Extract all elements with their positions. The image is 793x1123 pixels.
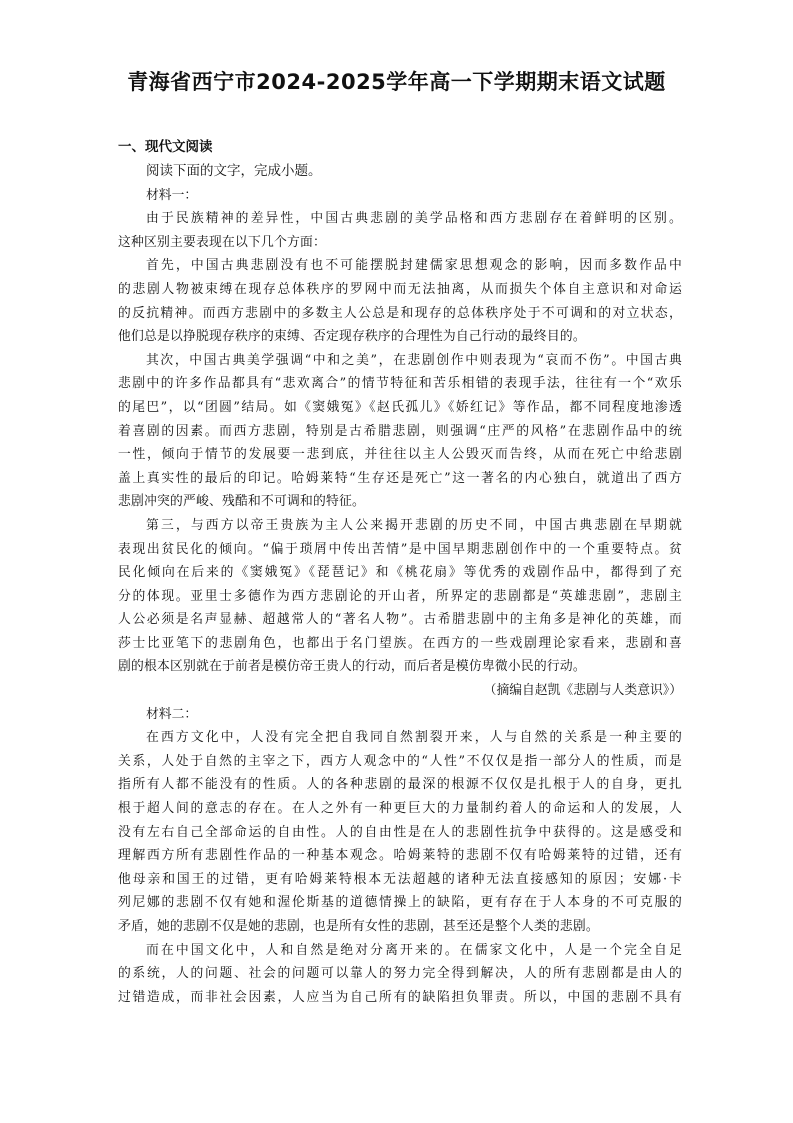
m1-line: 的尾巴”，以“团圆”结局。如《窦娥冤》《赵氏孤儿》《娇红记》等作品，都不同程度地渗透 [118,399,682,415]
m1-line: 着喜剧的因素。而西方悲剧，特别是古希腊悲剧，则强调“庄严的风格”在悲剧作品中的统 [118,423,682,439]
m1-line: 盖上真实性的最后的印记。哈姆莱特“生存还是死亡”这一著名的内心独白，就道出了西方 [118,470,682,486]
m2-line: 关系，人处于自然的主宰之下，西方人观念中的“人性”不仅仅是指一部分人的性质，而是 [118,753,682,769]
m2-line: 没有左右自己全部命运的自由性。人的自由性是在人的悲剧性抗争中获得的。这是感受和 [118,824,682,840]
page-title: 青海省西宁市2024-2025学年高一下学期期末语文试题 [127,70,666,94]
m1-line: 民化倾向在后来的《窦娥冤》《琵琶记》和《桃花扇》等优秀的戏剧作品中，都得到了充 [118,565,682,581]
m2-line: 指所有人都不能没有的性质。人的各种悲剧的最深的根源不仅仅是扎根于人的自身，更扎 [118,777,682,793]
m2-line: 而在中国文化中，人和自然是绝对分离开来的。在儒家文化中，人是一个完全自足 [146,942,682,958]
m1-line: 其次，中国古典美学强调“中和之美”，在悲剧创作中则表现为“哀而不伤”。中国古典 [146,352,682,368]
m1-line: 表现出贫民化的倾向。“偏于琐屑中传出苦情”是中国早期悲剧创作中的一个重要特点。贫 [118,541,682,557]
m1-line: 的反抗精神。而西方悲剧中的多数主人公总是和现存的总体秩序处于不可调和的对立状态， [118,305,682,321]
m1-line: 剧的根本区别就在于前者是模仿帝王贵人的行动，而后者是模仿卑微小民的行动。 [118,659,586,675]
m2-line: 矛盾，她的悲剧不仅是她的悲剧，也是所有女性的悲剧，甚至还是整个人类的悲剧。 [118,919,599,934]
m1-line: 首先，中国古典悲剧没有也不可能摆脱封建儒家思想观念的影响，因而多数作品中 [146,258,682,274]
material1-label: 材料一： [146,187,198,203]
material2-label: 材料二： [146,706,198,722]
m1-line: 这种区别主要表现在以下几个方面： [118,234,326,250]
instruction-text: 阅读下面的文字，完成小题。 [146,163,322,179]
m1-line: 他们总是以挣脱现存秩序的束缚、否定现存秩序的合理性为自己行动的最终目的。 [118,329,586,345]
m1-line: 悲剧中的许多作品都具有“悲欢离合”的情节特征和苦乐相错的表现手法，往往有一个“欢乐 [118,376,682,392]
material1-source: （摘编自赵凯《悲剧与人类意识》） [483,683,682,699]
m1-line: 一性，倾向于情节的发展要一悲到底，并往往以主人公毁灭而告终，从而在死亡中给悲剧 [118,447,682,463]
m1-line: 第三，与西方以帝王贵族为主人公来揭开悲剧的历史不同，中国古典悲剧在早期就 [146,517,682,533]
m1-line: 由于民族精神的差异性，中国古典悲剧的美学品格和西方悲剧存在着鲜明的区别。 [146,211,682,227]
m1-line: 莎士比亚笔下的悲剧角色，也都出于名门望族。在西方的一些戏剧理论家看来，悲剧和喜 [118,635,682,651]
m1-line: 的悲剧人物被束缚在现存总体秩序的罗网中而无法抽离，从而损失个体自主意识和对命运 [118,281,682,297]
m2-line: 他母亲和国王的过错，更有哈姆莱特根本无法超越的诸种无法直接感知的原因；安娜·卡 [118,871,682,887]
m2-line: 根于超人间的意志的存在。在人之外有一种更巨大的力量制约着人的命运和人的发展，人 [118,801,682,817]
m2-line: 的系统，人的问题、社会的问题可以靠人的努力完全得到解决，人的所有悲剧都是由人的 [118,966,682,982]
section-heading: 一、现代文阅读 [118,139,213,155]
m2-line: 列尼娜的悲剧不仅有她和渥伦斯基的道德情操上的缺陷，更有存在于人本身的不可克服的 [118,895,682,911]
m1-line: 悲剧冲突的严峻、残酷和不可调和的特征。 [118,494,365,510]
m2-line: 理解西方所有悲剧性作品的一种基本观念。哈姆莱特的悲剧不仅有哈姆莱特的过错，还有 [118,848,682,864]
m1-line: 分的体现。亚里士多德作为西方悲剧论的开山者，所界定的悲剧都是“英雄悲剧”，悲剧主 [118,588,682,604]
m2-line: 在西方文化中，人没有完全把自我同自然割裂开来，人与自然的关系是一种主要的 [146,730,682,746]
document-body [118,160,682,1009]
m2-line: 过错造成，而非社会因素，人应当为自己所有的缺陷担负罪责。所以，中国的悲剧不具有 [118,989,682,1005]
m1-line: 人公必须是名声显赫、超越常人的“著名人物”。古希腊悲剧中的主角多是神化的英雄，而 [118,612,682,628]
